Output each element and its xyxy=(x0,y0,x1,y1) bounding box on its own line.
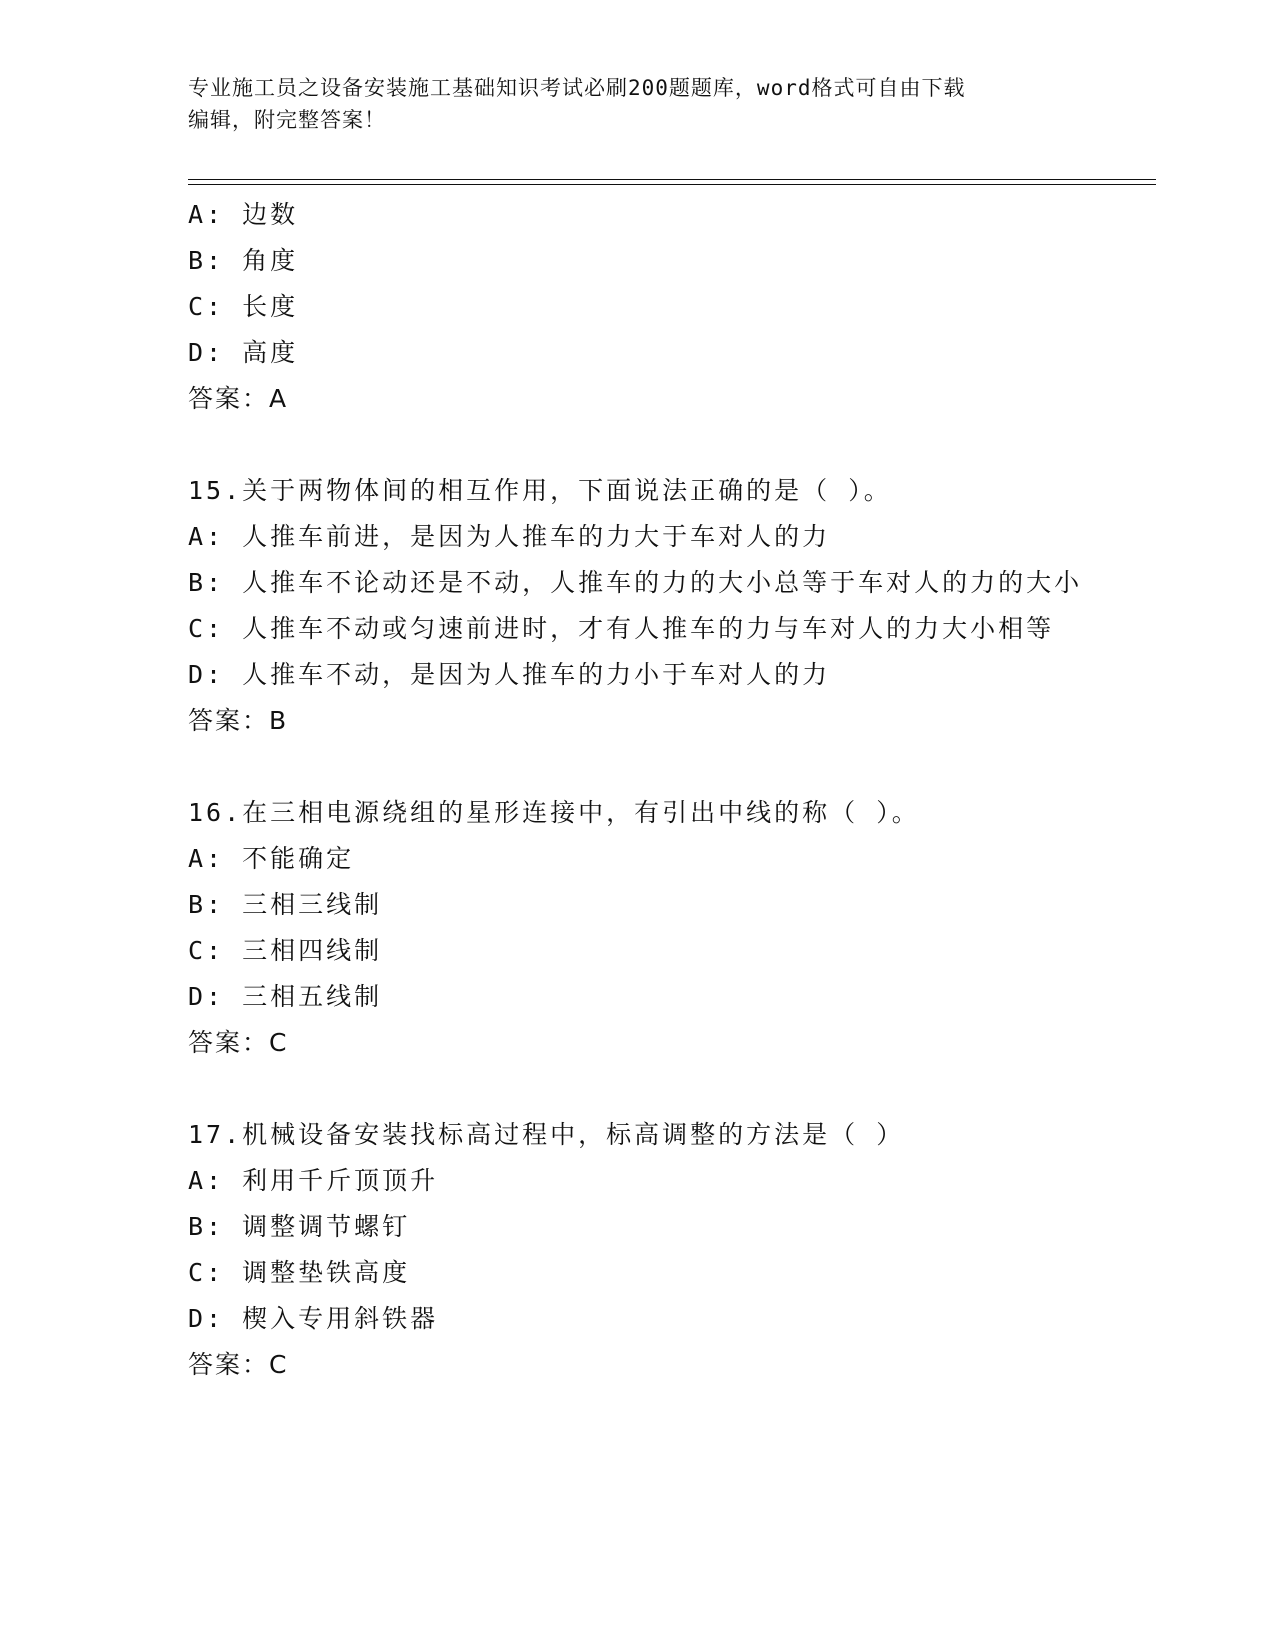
q17-answer xyxy=(188,1342,1088,1388)
question-17 xyxy=(188,1112,1088,1388)
q16-option-d: D: 三相五线制 xyxy=(188,982,383,1011)
q16-option-b: B: 三相三线制 xyxy=(188,890,383,919)
q14-option-d: D: 高度 xyxy=(188,338,299,367)
spacer xyxy=(188,744,1088,790)
header-divider-top xyxy=(188,179,1156,180)
q17-option-c: C: 调整垫铁高度 xyxy=(188,1258,411,1287)
q17-option-d: D: 楔入专用斜铁器 xyxy=(188,1304,439,1333)
q14-option-c: C: 长度 xyxy=(188,292,299,321)
q15-option-c: C: 人推车不动或匀速前进时，才有人推车的力与车对人的力大小相等 xyxy=(188,614,1055,643)
q16-question: 16.在三相电源绕组的星形连接中，有引出中线的称（ ）。 xyxy=(188,798,920,827)
q14-answer-label: 答案： xyxy=(188,384,270,413)
q16-option-a: A: 不能确定 xyxy=(188,844,355,873)
q17-option-a: A: 利用千斤顶顶升 xyxy=(188,1166,439,1195)
q15-answer-value: B xyxy=(269,706,289,735)
q17-answer-label: 答案： xyxy=(188,1350,270,1379)
q15-answer-label: 答案： xyxy=(188,706,270,735)
spacer xyxy=(188,422,1088,468)
header-divider-bottom xyxy=(188,184,1156,185)
q14-option-a: A: 边数 xyxy=(188,200,299,229)
q16-answer-label: 答案： xyxy=(188,1028,270,1057)
spacer xyxy=(188,1066,1088,1112)
q15-answer xyxy=(188,698,1088,744)
q17-option-b: B: 调整调节螺钉 xyxy=(188,1212,411,1241)
document-header xyxy=(188,72,1088,136)
question-list xyxy=(188,192,1088,1388)
q16-answer-value: C xyxy=(269,1028,289,1057)
header-title-line-1: 专业施工员之设备安装施工基础知识考试必刷200题题库，word格式可自由下载 xyxy=(188,76,966,100)
q16-option-c: C: 三相四线制 xyxy=(188,936,383,965)
q17-question: 17.机械设备安装找标高过程中，标高调整的方法是（ ） xyxy=(188,1120,905,1149)
question-14-options xyxy=(188,192,1088,422)
question-16 xyxy=(188,790,1088,1066)
question-15 xyxy=(188,468,1088,744)
q15-option-a: A: 人推车前进，是因为人推车的力大于车对人的力 xyxy=(188,522,831,551)
header-title-line-2: 编辑，附完整答案！ xyxy=(188,108,386,132)
q17-answer-value: C xyxy=(269,1350,289,1379)
q15-question: 15.关于两物体间的相互作用，下面说法正确的是（ ）。 xyxy=(188,476,892,505)
q14-answer-value: A xyxy=(269,384,289,413)
q14-answer xyxy=(188,376,1088,422)
q16-answer xyxy=(188,1020,1088,1066)
q15-option-b: B: 人推车不论动还是不动，人推车的力的大小总等于车对人的力的大小 xyxy=(188,568,1083,597)
q15-option-d: D: 人推车不动，是因为人推车的力小于车对人的力 xyxy=(188,660,831,689)
q14-option-b: B: 角度 xyxy=(188,246,299,275)
